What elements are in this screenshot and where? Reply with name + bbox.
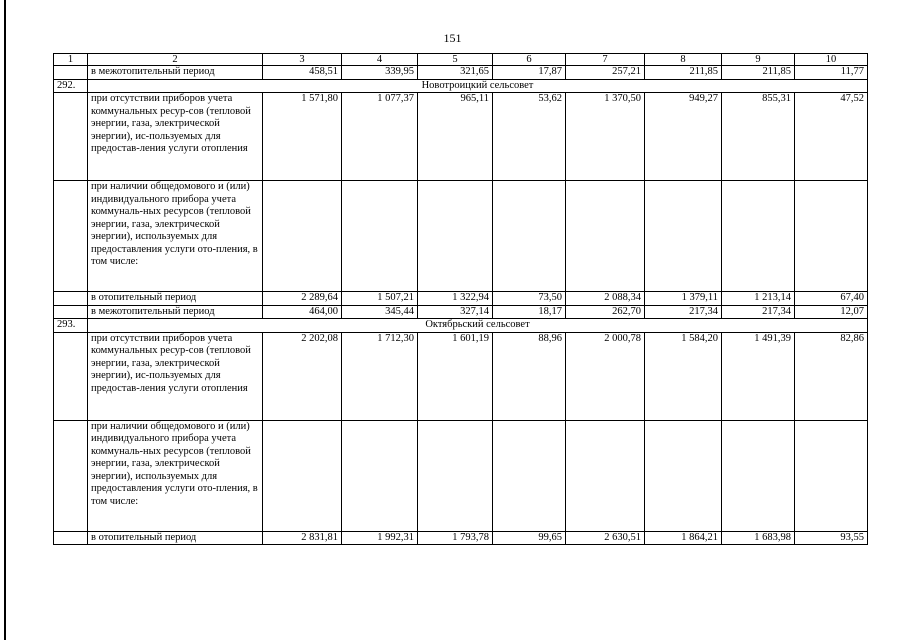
tariff-table: [53, 53, 868, 545]
value-cell: 1 712,30: [342, 332, 418, 420]
value-cell: 12,07: [795, 305, 868, 319]
value-cell: 1 793,78: [418, 531, 493, 545]
row-label: при наличии общедомового и (или) индивидуального прибора учета коммуналь-ных ресурсов (тепловой энергии, газа, электрической энергии), используемых для предоставления услуги ото-пления, в том числе:: [88, 420, 263, 531]
row-index: [54, 292, 88, 306]
row-label: при наличии общедомового и (или) индивидуального прибора учета коммуналь-ных ресурсов (тепловой энергии, газа, электрической энергии), используемых для предоставления услуги ото-пления, в том числе:: [88, 181, 263, 292]
value-cell: 217,34: [722, 305, 795, 319]
section-row: [54, 319, 868, 333]
value-cell: 321,65: [418, 66, 493, 80]
value-cell: [795, 181, 868, 292]
section-title: Новотроицкий сельсовет: [88, 79, 868, 93]
value-cell: [263, 181, 342, 292]
value-cell: 2 202,08: [263, 332, 342, 420]
section-index: 293.: [54, 319, 88, 333]
table-row: [54, 332, 868, 420]
value-cell: 1 601,19: [418, 332, 493, 420]
value-cell: 217,34: [645, 305, 722, 319]
table-row: [54, 181, 868, 292]
column-number: 1: [54, 54, 88, 66]
value-cell: 17,87: [493, 66, 566, 80]
value-cell: 1 370,50: [566, 93, 645, 181]
value-cell: 1 584,20: [645, 332, 722, 420]
value-cell: 1 864,21: [645, 531, 722, 545]
column-number: 10: [795, 54, 868, 66]
section-index: 292.: [54, 79, 88, 93]
table-body: [54, 54, 868, 545]
value-cell: 53,62: [493, 93, 566, 181]
value-cell: 1 507,21: [342, 292, 418, 306]
section-title: Октябрьский сельсовет: [88, 319, 868, 333]
value-cell: 257,21: [566, 66, 645, 80]
section-row: [54, 79, 868, 93]
value-cell: [493, 420, 566, 531]
value-cell: 1 683,98: [722, 531, 795, 545]
column-number: 8: [645, 54, 722, 66]
table-row: [54, 66, 868, 80]
value-cell: 2 630,51: [566, 531, 645, 545]
table-row: [54, 531, 868, 545]
value-cell: 949,27: [645, 93, 722, 181]
value-cell: [418, 181, 493, 292]
table-row: [54, 93, 868, 181]
value-cell: [722, 181, 795, 292]
value-cell: [418, 420, 493, 531]
value-cell: 965,11: [418, 93, 493, 181]
table-row: [54, 420, 868, 531]
value-cell: 464,00: [263, 305, 342, 319]
page-number: 151: [443, 31, 462, 45]
column-number: 3: [263, 54, 342, 66]
row-label: в отопительный период: [88, 531, 263, 545]
value-cell: 262,70: [566, 305, 645, 319]
value-cell: 1 992,31: [342, 531, 418, 545]
row-index: [54, 305, 88, 319]
value-cell: 82,86: [795, 332, 868, 420]
value-cell: [263, 420, 342, 531]
row-label: в межотопительный период: [88, 305, 263, 319]
value-cell: 99,65: [493, 531, 566, 545]
value-cell: 93,55: [795, 531, 868, 545]
value-cell: 1 213,14: [722, 292, 795, 306]
column-number: 2: [88, 54, 263, 66]
column-number: 9: [722, 54, 795, 66]
row-label: при отсутствии приборов учета коммунальных ресур-сов (тепловой энергии, газа, электрической энергии), ис-пользуемых для предостав-ления услуги отопления: [88, 332, 263, 420]
row-index: [54, 420, 88, 531]
table-row: [54, 292, 868, 306]
value-cell: 2 000,78: [566, 332, 645, 420]
page-edge-line: [4, 0, 6, 640]
column-number: 4: [342, 54, 418, 66]
column-number: 6: [493, 54, 566, 66]
value-cell: 88,96: [493, 332, 566, 420]
row-index: [54, 93, 88, 181]
value-cell: 458,51: [263, 66, 342, 80]
value-cell: 327,14: [418, 305, 493, 319]
column-number: 5: [418, 54, 493, 66]
value-cell: [645, 420, 722, 531]
value-cell: 2 831,81: [263, 531, 342, 545]
value-cell: 1 491,39: [722, 332, 795, 420]
row-index: [54, 181, 88, 292]
value-cell: [795, 420, 868, 531]
value-cell: 18,17: [493, 305, 566, 319]
value-cell: 211,85: [645, 66, 722, 80]
row-index: [54, 332, 88, 420]
value-cell: 67,40: [795, 292, 868, 306]
value-cell: [566, 181, 645, 292]
value-cell: 2 088,34: [566, 292, 645, 306]
value-cell: [493, 181, 566, 292]
value-cell: 47,52: [795, 93, 868, 181]
value-cell: 855,31: [722, 93, 795, 181]
value-cell: 11,77: [795, 66, 868, 80]
value-cell: 73,50: [493, 292, 566, 306]
value-cell: 211,85: [722, 66, 795, 80]
row-index: [54, 531, 88, 545]
value-cell: 339,95: [342, 66, 418, 80]
value-cell: [342, 420, 418, 531]
value-cell: 1 571,80: [263, 93, 342, 181]
table-row: [54, 305, 868, 319]
value-cell: 345,44: [342, 305, 418, 319]
value-cell: [645, 181, 722, 292]
value-cell: [566, 420, 645, 531]
column-number-row: [54, 54, 868, 66]
row-label: в отопительный период: [88, 292, 263, 306]
value-cell: [342, 181, 418, 292]
row-label: в межотопительный период: [88, 66, 263, 80]
value-cell: 2 289,64: [263, 292, 342, 306]
value-cell: [722, 420, 795, 531]
value-cell: 1 322,94: [418, 292, 493, 306]
value-cell: 1 077,37: [342, 93, 418, 181]
row-label: при отсутствии приборов учета коммунальных ресур-сов (тепловой энергии, газа, электрической энергии), ис-пользуемых для предостав-ления услуги отопления: [88, 93, 263, 181]
value-cell: 1 379,11: [645, 292, 722, 306]
row-index: [54, 66, 88, 80]
column-number: 7: [566, 54, 645, 66]
